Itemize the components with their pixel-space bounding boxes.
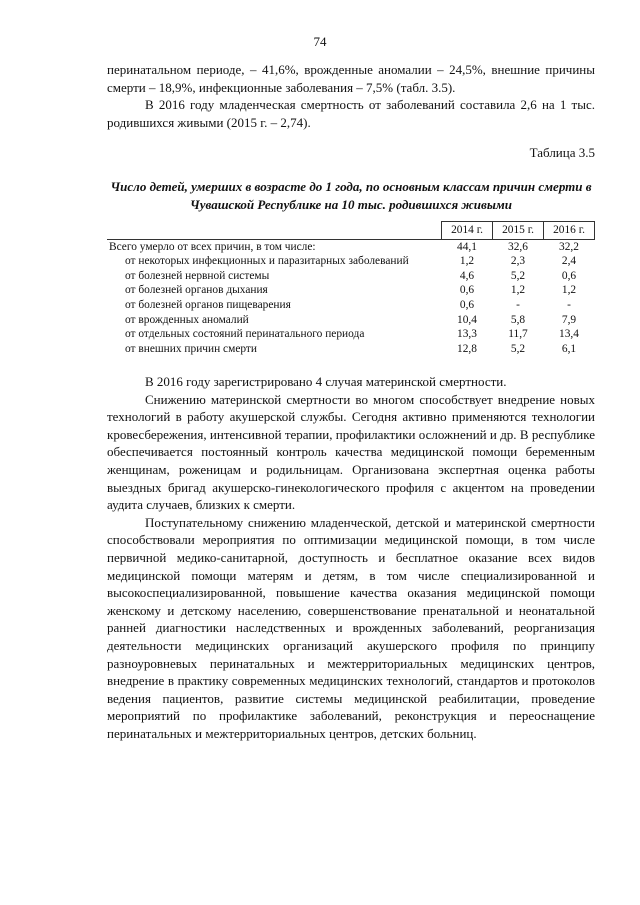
cell-2014: 12,8 xyxy=(457,342,477,355)
table-title: Число детей, умерших в возрасте до 1 года, по основным классам причин смерти в Чувашской Республике на 10 тыс. родившихся живыми xyxy=(110,179,592,212)
paragraph-infant-mortality: В 2016 году младенческая смертность от заболеваний составила 2,6 на 1 тыс. родившихся живыми (2015 г. – 2,74). xyxy=(107,97,595,130)
cell-2015: 5,2 xyxy=(510,342,526,355)
cell-2014: 10,4 xyxy=(457,313,477,326)
cell-2016: 0,6 xyxy=(561,269,577,282)
table-row xyxy=(107,283,595,298)
bottom-text-block xyxy=(107,373,595,742)
row-label: от болезней органов дыхания xyxy=(125,284,268,297)
top-text-block xyxy=(107,61,595,131)
table-body xyxy=(107,239,595,356)
cell-2015: 32,6 xyxy=(508,240,528,253)
row-label: от внешних причин смерти xyxy=(125,342,257,355)
cell-2014: 13,3 xyxy=(457,328,477,341)
row-label: от некоторых инфекционных и паразитарных заболеваний xyxy=(125,255,409,268)
cell-2015: 1,2 xyxy=(510,284,526,297)
cell-2015: 5,8 xyxy=(510,313,526,326)
cell-2016: - xyxy=(567,298,571,311)
row-label: от болезней органов пищеварения xyxy=(125,298,291,311)
table-row xyxy=(107,254,595,269)
row-label: от болезней нервной системы xyxy=(125,269,270,282)
cell-2014: 44,1 xyxy=(457,240,477,253)
row-label: от врожденных аномалий xyxy=(125,313,249,326)
cell-2016: 7,9 xyxy=(561,313,577,326)
cell-2014: 0,6 xyxy=(459,298,475,311)
paragraph-continued: перинатальном периоде, – 41,6%, врожденные аномалии – 24,5%, внешние причины смерти – 18,9%, инфекционные заболевания – 7,5% (табл. 3.5). xyxy=(107,62,595,95)
header-2016: 2016 г. xyxy=(544,222,595,240)
table-header-row xyxy=(107,222,595,240)
table-row xyxy=(107,269,595,284)
cell-2015: - xyxy=(516,298,520,311)
table-row xyxy=(107,239,595,254)
cell-2014: 4,6 xyxy=(459,269,475,282)
table-row xyxy=(107,342,595,357)
cell-2016: 6,1 xyxy=(561,342,577,355)
row-label: от отдельных состояний перинатального периода xyxy=(125,328,365,341)
header-2015: 2015 г. xyxy=(493,222,544,240)
cell-2016: 2,4 xyxy=(561,255,577,268)
cell-2015: 2,3 xyxy=(510,255,526,268)
paragraph-maternal-cases: В 2016 году зарегистрировано 4 случая материнской смертности. xyxy=(145,374,507,389)
page-number: 74 xyxy=(313,34,327,49)
table-label: Таблица 3.5 xyxy=(529,145,595,160)
cell-2014: 0,6 xyxy=(459,284,475,297)
mortality-table xyxy=(107,221,595,356)
header-2014: 2014 г. xyxy=(442,222,493,240)
cell-2016: 1,2 xyxy=(561,284,577,297)
cell-2016: 32,2 xyxy=(559,240,579,253)
cell-2015: 5,2 xyxy=(510,269,526,282)
cell-2014: 1,2 xyxy=(459,255,475,268)
cell-2016: 13,4 xyxy=(559,328,579,341)
header-blank-cell xyxy=(107,222,442,240)
paragraph-mortality-reduction: Поступательному снижению младенческой, детской и материнской смертности способствовали мероприятия по оптимизации медицинской помощи, в том числе первичной медико-санитарной, доступность и бесплатное оказание всех видов медицинской помощи матерям и детям, в том числе специализированной и высокоспециализированной, повышение качества оказания медицинской помощи женскому и детскому населению, совершенствование пренатальной и неонатальной ранней диагностики наследственных и врожденных заболеваний, реорганизация деятельности медицинских организаций акушерского профиля по принципу разноуровневых перинатальных и межтерриториальных медицинских центров, внедрение в практику современных медицинских технологий, стандартов и протоколов ведения пациентов, развитие системы медицинской реабилитации, проведение мероприятий по профилактике заболеваний, реконструкция и переоснащение перинатальных и межтерриториальных центров, детских больниц. xyxy=(107,514,595,741)
paragraph-maternal-technology: Снижению материнской смертности во многом способствует внедрение новых технологий в работу акушерской службы. Сегодня активно применяются технологии кровесбережения, интенсивной терапии, профилактики осложнений и др. В республике обеспечивается постоянный контроль качества медицинской помощи беременным женщинам, роженицам и родильницам. Организована экспертная оценка работы выездных бригад акушерско-гинекологического профиля с акцентом на проведении аудита случаев, близких к смерти. xyxy=(107,391,595,513)
table-row xyxy=(107,298,595,313)
cell-2015: 11,7 xyxy=(508,328,528,341)
row-label: Всего умерло от всех причин, в том числе: xyxy=(109,240,316,253)
table-row xyxy=(107,313,595,328)
table-row xyxy=(107,327,595,342)
